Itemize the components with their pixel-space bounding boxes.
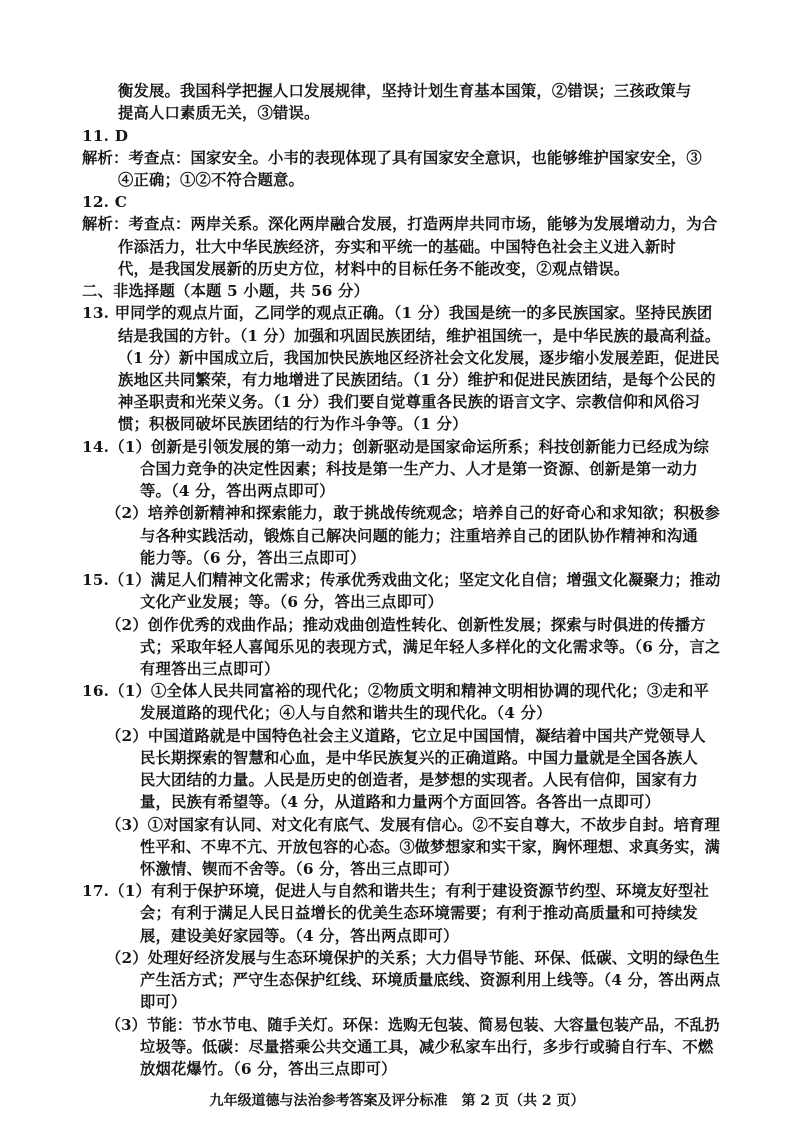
- text-line: 13. 甲同学的观点片面，乙同学的观点正确。（1 分）我国是统一的多民族国家。坚持民族团: [82, 304, 713, 323]
- text-line: 性平和、不卑不亢、开放包容的心态。③做梦想家和实干家，胸怀理想、求真务实，满: [140, 837, 721, 856]
- text-line: 产生活方式；严守生态保护红线、环境质量底线、资源利用上线等。（4 分，答出两点: [140, 971, 721, 990]
- text-line: 提高人口素质无关，③错误。: [118, 104, 320, 123]
- text-line: ④正确；①②不符合题意。: [118, 170, 304, 189]
- text-line: 族地区共同繁荣，有力地增进了民族团结。（1 分）维护和促进民族团结，是每个公民的: [118, 371, 716, 389]
- text-line: 能力等。（6 分，答出三点即可）: [140, 548, 366, 567]
- text-line: 量，民族有希望等。（4 分，从道路和力量两个方面回答。各答出一点即可）: [140, 793, 661, 812]
- text-line: 会；有利于满足人民日益增长的优美生态环境需要；有利于推动高质量和可持续发: [140, 904, 698, 923]
- text-line: （1 分）新中国成立后，我国加快民族地区经济社会文化发展，逐步缩小发展差距，促进民: [118, 348, 720, 367]
- text-line: 发展道路的现代化；④人与自然和谐共生的现代化。（4 分）: [140, 704, 552, 723]
- text-line: 解析：考查点：两岸关系。深化两岸融合发展，打造两岸共同市场，能够为发展增动力，为合: [82, 215, 718, 234]
- text-line: （2）培养创新精神和探索能力，敢于挑战传统观念；培养自己的好奇心和求知欲；积极参: [106, 504, 721, 523]
- text-line: （2）中国道路就是中国特色社会主义道路，它立足中国国情，凝结着中国共产党领导人: [106, 726, 706, 745]
- text-line: （2）处理好经济发展与生态环境保护的关系；大力倡导节能、环保、低碳、文明的绿色生: [106, 948, 721, 967]
- text-line: 放烟花爆竹。（6 分，答出三点即可）: [140, 1060, 397, 1078]
- text-line: 即可）: [140, 993, 187, 1012]
- text-line: 式；采取年轻人喜闻乐见的表现方式，满足年轻人多样化的文化需求等。（6 分，言之: [140, 637, 721, 656]
- text-line: 衡发展。我国科学把握人口发展规律，坚持计划生育基本国策，②错误；三孩政策与: [118, 82, 692, 100]
- text-line: 结是我国的方针。（1 分）加强和巩固民族团结，维护祖国统一，是中华民族的最高利益。: [118, 326, 721, 345]
- text-line: （2）创作优秀的戏曲作品；推动戏曲创造性转化、创新性发展；探索与时俱进的传播方: [106, 615, 706, 634]
- text-line: 15.（1）满足人们精神文化需求；传承优秀戏曲文化；坚定文化自信；增强文化凝聚力；推动: [82, 571, 721, 589]
- text-line: 等。（4 分，答出两点即可）: [140, 482, 335, 501]
- text-line: 文化产业发展；等。（6 分，答出三点即可）: [140, 593, 444, 612]
- text-line: 怀激情、锲而不舍等。（6 分，答出三点即可）: [140, 860, 459, 878]
- section-heading: 二、非选择题（本题 5 小题，共 56 分）: [82, 282, 370, 300]
- text-line: 垃圾等。低碳：尽量搭乘公共交通工具，减少私家车出行，多步行或骑自行车、不燃: [140, 1037, 714, 1056]
- text-line: 与各种实践活动，锻炼自己解决问题的能力；注重培养自己的团队协作精神和沟通: [140, 526, 698, 545]
- text-line: （3）①对国家有认同、对文化有底气、发展有信心。②不妄自尊大，不故步自封。培育理: [106, 815, 721, 834]
- page-footer: 九年级道德与法治参考答案及评分标准 第 2 页（共 2 页）: [209, 1093, 585, 1109]
- question-number: 12. C: [82, 193, 128, 212]
- text-line: 民大团结的力量。人民是历史的创造者，是梦想的实现者。人民有信仰，国家有力: [140, 771, 698, 789]
- text-line: 14.（1）创新是引领发展的第一动力；创新驱动是国家命运所系；科技创新能力已经成为综: [82, 437, 709, 456]
- text-line: 惯；积极同破坏民族团结的行为作斗争等。（1 分）: [118, 415, 468, 434]
- text-line: （3）节能：节水节电、随手关灯。环保：选购无包装、简易包装、大容量包装产品，不乱扔: [106, 1015, 720, 1034]
- text-line: 展，建设美好家园等。（4 分，答出两点即可）: [140, 926, 459, 945]
- text-line: 17.（1）有利于保护环境，促进人与自然和谐共生；有利于建设资源节约型、环境友好型社: [82, 882, 709, 901]
- text-line: 民长期探索的智慧和心血，是中华民族复兴的正确道路。中国力量就是全国各族人: [140, 748, 698, 767]
- text-line: 有理答出三点即可）: [140, 659, 280, 678]
- text-line: 合国力竞争的决定性因素；科技是第一生产力、人才是第一资源、创新是第一动力: [140, 459, 698, 478]
- text-line: 作添活力，壮大中华民族经济，夯实和平统一的基础。中国特色社会主义进入新时: [118, 237, 676, 256]
- text-line: 神圣职责和光荣义务。（1 分）我们要自觉尊重各民族的语言文字、宗教信仰和风俗习: [118, 393, 701, 412]
- text-line: 16.（1）①全体人民共同富裕的现代化；②物质文明和精神文明相协调的现代化；③走和平: [82, 682, 709, 701]
- question-number: 11. D: [82, 126, 129, 145]
- text-line: 解析：考查点：国家安全。小韦的表现体现了具有国家安全意识，也能够维护国家安全，③: [82, 148, 702, 167]
- text-line: 代，是我国发展新的历史方位，材料中的目标任务不能改变，②观点错误。: [118, 259, 630, 278]
